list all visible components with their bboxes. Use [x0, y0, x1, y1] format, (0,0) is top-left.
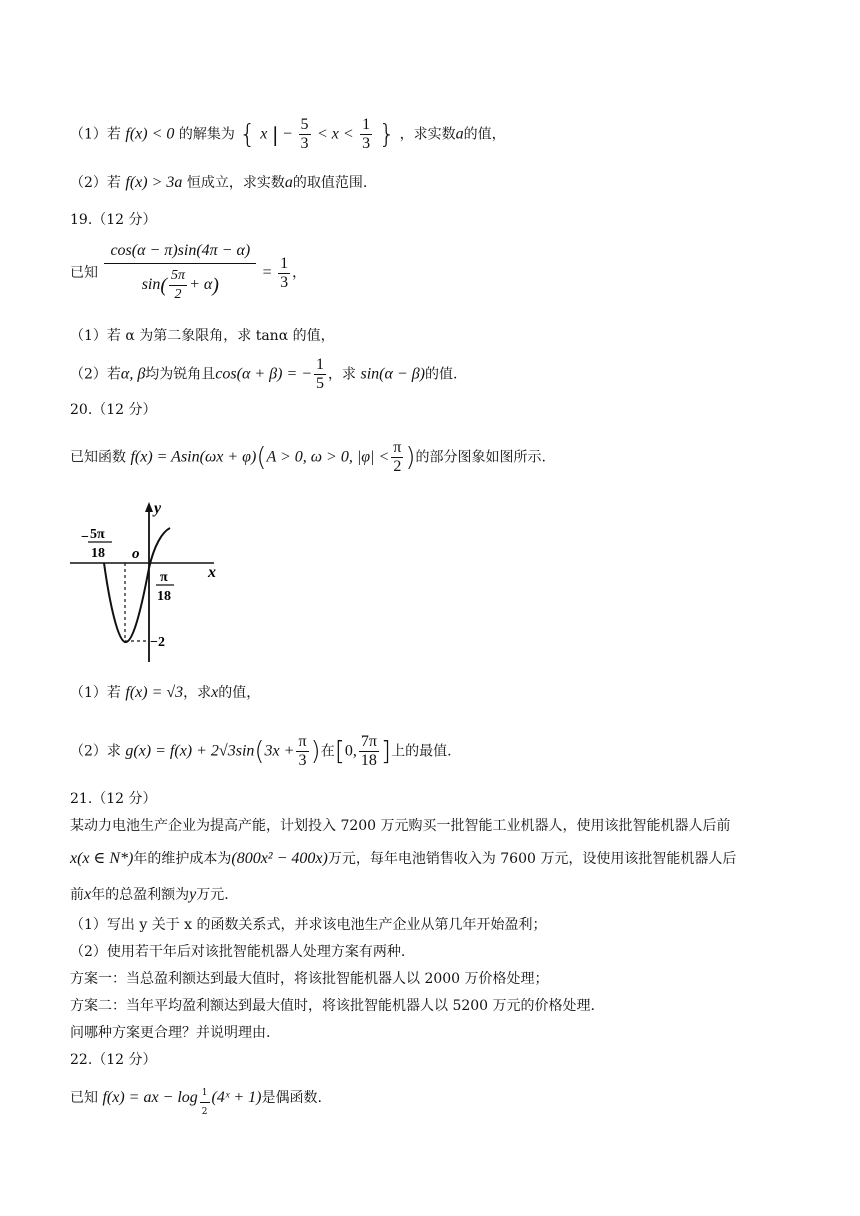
- q18-set-sign: −: [283, 125, 293, 143]
- q20-header: 20.（12 分）: [70, 402, 157, 418]
- q20-function-graph: [66, 496, 236, 668]
- q20-part1: [70, 684, 260, 702]
- q18-set-upper-fraction: $\frac{1}{3}$: [362, 116, 371, 152]
- q21-plan2: 方案二：当年平均盈利额达到最大值时，将该批智能机器人以 5200 万元的价格处理.: [70, 998, 595, 1014]
- q21-cost-expr: (800x² − 400x): [231, 850, 328, 867]
- q21-line3-end: 万元.: [196, 887, 229, 903]
- q20-cond-fraction: $\frac{\pi}{2}$: [393, 439, 402, 475]
- q18-p1-condition: f(x) < 0: [125, 125, 175, 143]
- q18-p1-post: ，求实数: [399, 126, 456, 143]
- min-value-label: −2: [150, 635, 165, 650]
- q21-line2: [70, 850, 736, 868]
- left-tick-num: 5π: [90, 527, 105, 542]
- q20-condition: A > 0, ω > 0, |φ| <: [266, 448, 390, 466]
- q20-part2: [70, 733, 452, 770]
- set-bar: |: [271, 122, 279, 147]
- q22-function: f(x) = ax − log: [102, 1089, 198, 1106]
- q21-line1: 某动力电池生产企业为提高产能，计划投入 7200 万元购买一批智能工业机器人，使用该批智能机器人后前: [70, 818, 731, 834]
- q18-p2-condition: f(x) > 3a: [125, 174, 183, 191]
- right-brace: }: [378, 119, 396, 150]
- q21-line2-a: 年的维护成本为: [133, 851, 232, 867]
- q19-p2-vars: α, β: [120, 365, 146, 383]
- q21-line3-var2: y: [189, 886, 197, 903]
- paren-close: ): [310, 736, 321, 767]
- q22-log-arg: (4ˣ + 1): [211, 1089, 262, 1106]
- q21-plan1: 方案一：当总盈利额达到最大值时，将该批智能机器人以 2000 万价格处理；: [70, 971, 549, 987]
- q21-part2: （2）使用若干年后对该批智能机器人处理方案有两种.: [70, 944, 406, 960]
- q20-function: f(x) = Asin(ωx + φ): [130, 448, 257, 466]
- q20-p1-end: 的值，: [218, 685, 261, 701]
- q19-p2-prefix: （2）若: [70, 366, 121, 383]
- left-tick-sign: −: [81, 530, 89, 545]
- y-arrow-icon: [145, 502, 153, 512]
- right-tick-num: π: [160, 570, 168, 585]
- q19-p2-fraction: $\frac{1}{5}$: [316, 356, 325, 392]
- q21-line3-pre: 前: [70, 887, 84, 903]
- q18-p2-prefix: （2）若: [70, 175, 121, 191]
- q19-main-fraction: [104, 242, 256, 304]
- q19-given-prefix: 已知: [70, 265, 98, 281]
- q18-p1-end: 的值，: [463, 126, 506, 143]
- q19-p2-end: 的值.: [425, 366, 458, 383]
- q19-rhs-end: ，: [292, 265, 307, 281]
- q18-p2-mid: 恒成立，求实数: [186, 175, 285, 191]
- q19-part1: （1）若 α 为第二象限角，求 tanα 的值，: [70, 328, 335, 344]
- bracket-close: ]: [380, 736, 392, 767]
- q21-line3-mid: 年的总盈利额为: [91, 887, 190, 903]
- q22-given-prefix: 已知: [70, 1090, 98, 1106]
- q18-part2: [70, 174, 367, 192]
- q20-p1-post: ，求: [183, 685, 212, 701]
- q20-p2-prefix: （2）求: [70, 743, 121, 760]
- left-paren: (: [256, 442, 267, 473]
- q20-interval-fraction: $\frac{7\pi}{18}$: [360, 733, 377, 769]
- q19-numerator: cos(α − π)sin(4π − α): [104, 242, 256, 264]
- q18-p1-prefix: （1）若: [70, 126, 121, 143]
- q20-p1-var: x: [211, 684, 219, 701]
- q20-given-prefix: 已知函数: [70, 449, 126, 466]
- y-axis-label: y: [154, 500, 162, 517]
- q20-p2-inner-fraction: $\frac{\pi}{3}$: [298, 733, 307, 769]
- q18-p2-end: 的取值范围.: [292, 175, 368, 191]
- q20-p2-mid: 在: [320, 743, 335, 760]
- q21-header: 21.（12 分）: [70, 791, 157, 807]
- q20-given: [70, 439, 546, 476]
- q22-given: [70, 1084, 322, 1121]
- q19-given: [70, 242, 306, 304]
- origin-label: o: [132, 546, 140, 562]
- q20-given-post: 的部分图象如图所示.: [415, 449, 546, 466]
- q19-den-fraction: $\frac{5\pi}{2}$: [171, 268, 186, 302]
- right-tick-den: 18: [157, 589, 171, 604]
- q19-rhs-fraction: $\frac{1}{3}$: [280, 254, 289, 291]
- q20-p2-inner: 3x +: [264, 742, 295, 760]
- q19-p2-cond: cos(α + β) = −: [215, 365, 313, 383]
- q20-p2-expr: g(x) = f(x) + 2√3sin: [125, 742, 255, 760]
- q19-eq: =: [262, 264, 272, 281]
- q18-part1: [70, 116, 506, 153]
- q21-line3-var: x: [84, 886, 92, 903]
- q19-part2: [70, 356, 457, 393]
- q19-p2-mid: 均为锐角且: [145, 366, 216, 383]
- right-paren: ): [405, 442, 416, 473]
- q19-denominator: sin( $\frac{5\pi}{2}$ + α): [141, 268, 219, 302]
- q18-set-lower-fraction: $\frac{5}{3}$: [300, 116, 309, 152]
- q18-set-ineq: < x <: [316, 125, 354, 143]
- q19-p2-expr: sin(α − β): [360, 365, 425, 383]
- paren-open: (: [254, 736, 265, 767]
- left-tick-den: 18: [91, 546, 105, 561]
- left-brace: {: [239, 119, 256, 150]
- q22-log-base: $\frac{1}{2}$: [200, 1084, 210, 1121]
- q20-p1-prefix: （1）若: [70, 685, 121, 701]
- q20-p2-end: 上的最值.: [391, 743, 452, 760]
- q20-p1-cond: f(x) = √3: [125, 684, 184, 701]
- q20-interval-lo: 0,: [344, 742, 357, 760]
- x-axis-label: x: [208, 564, 216, 581]
- q18-p1-var: a: [455, 125, 464, 143]
- q18-p1-mid: 的解集为: [178, 126, 235, 143]
- bracket-open: [: [334, 736, 345, 767]
- q21-line3: [70, 886, 229, 904]
- q19-p2-post: ，求: [328, 366, 357, 383]
- q22-header: 22.（12 分）: [70, 1052, 157, 1068]
- q21-part1: （1）写出 y 关于 x 的函数关系式，并求该电池生产企业从第几年开始盈利；: [70, 917, 547, 933]
- q18-p2-var: a: [284, 174, 293, 191]
- q21-line2-b: 万元，每年电池销售收入为 7600 万元，设使用该批智能机器人后: [327, 851, 737, 867]
- q21-question: 问哪种方案更合理？并说明理由.: [70, 1025, 271, 1041]
- q19-header: 19.（12 分）: [70, 212, 157, 228]
- q21-var-domain: x(x ∈ N*): [70, 850, 134, 867]
- q18-set-var: x: [260, 125, 268, 143]
- q22-post: 是偶函数.: [261, 1090, 322, 1106]
